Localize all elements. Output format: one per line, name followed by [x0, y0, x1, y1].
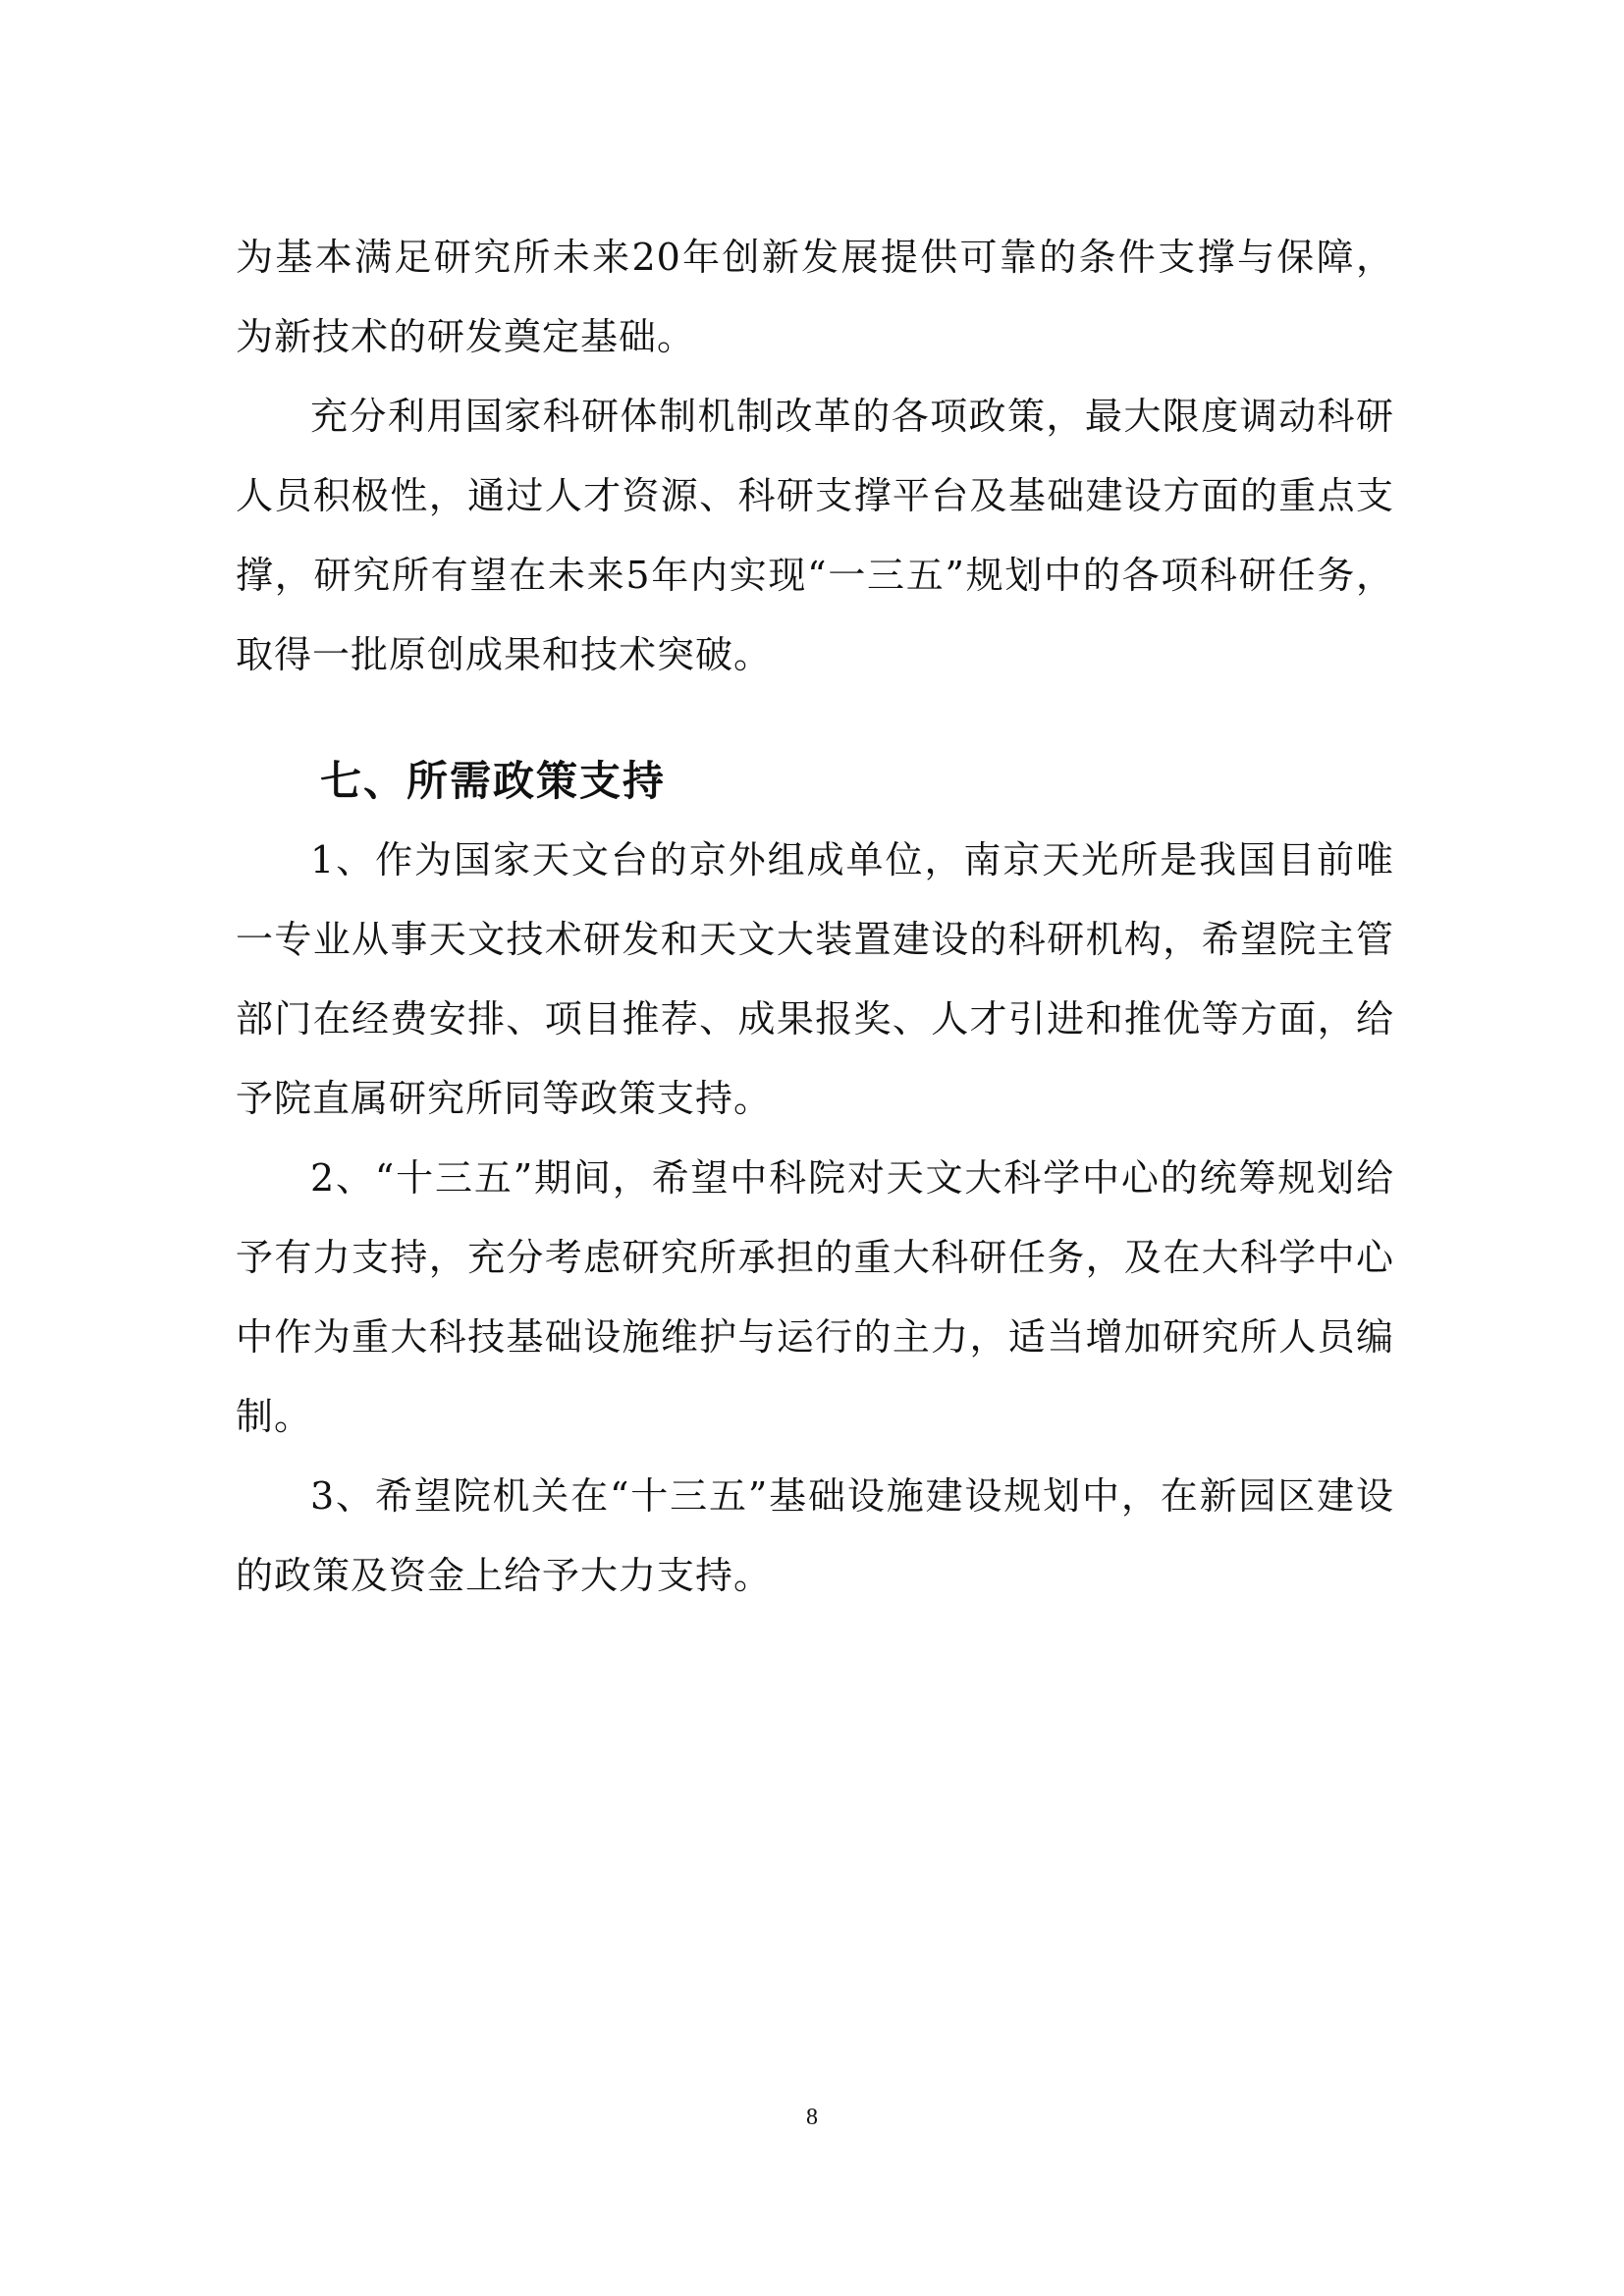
page-number: 8 [806, 2105, 818, 2130]
paragraph-continued: 为基本满足研究所未来20年创新发展提供可靠的条件支撑与保障，为新技术的研发奠定基础。 [236, 236, 1394, 358]
section-heading: 七、所需政策支持 [320, 757, 667, 805]
policy-item-3: 3、希望院机关在“十三五”基础设施建设规划中，在新园区建设的政策及资金上给予大力支持。 [236, 1474, 1394, 1597]
paragraph-policy-utilization: 充分利用国家科研体制机制改革的各项政策，最大限度调动科研人员积极性，通过人才资源、科研支撑平台及基础建设方面的重点支撑，研究所有望在未来5年内实现“一三五”规划中的各项科研任务，取得一批原创成果和技术突破。 [236, 395, 1394, 676]
policy-item-2: 2、“十三五”期间，希望中科院对天文大科学中心的统筹规划给予有力支持，充分考虑研究所承担的重大科研任务，及在大科学中心中作为重大科技基础设施维护与运行的主力，适当增加研究所人员编制。 [236, 1156, 1394, 1438]
page-content [236, 218, 1394, 1616]
policy-item-1: 1、作为国家天文台的京外组成单位，南京天光所是我国目前唯一专业从事天文技术研发和天文大装置建设的科研机构，希望院主管部门在经费安排、项目推荐、成果报奖、人才引进和推优等方面，给予院直属研究所同等政策支持。 [236, 838, 1394, 1120]
